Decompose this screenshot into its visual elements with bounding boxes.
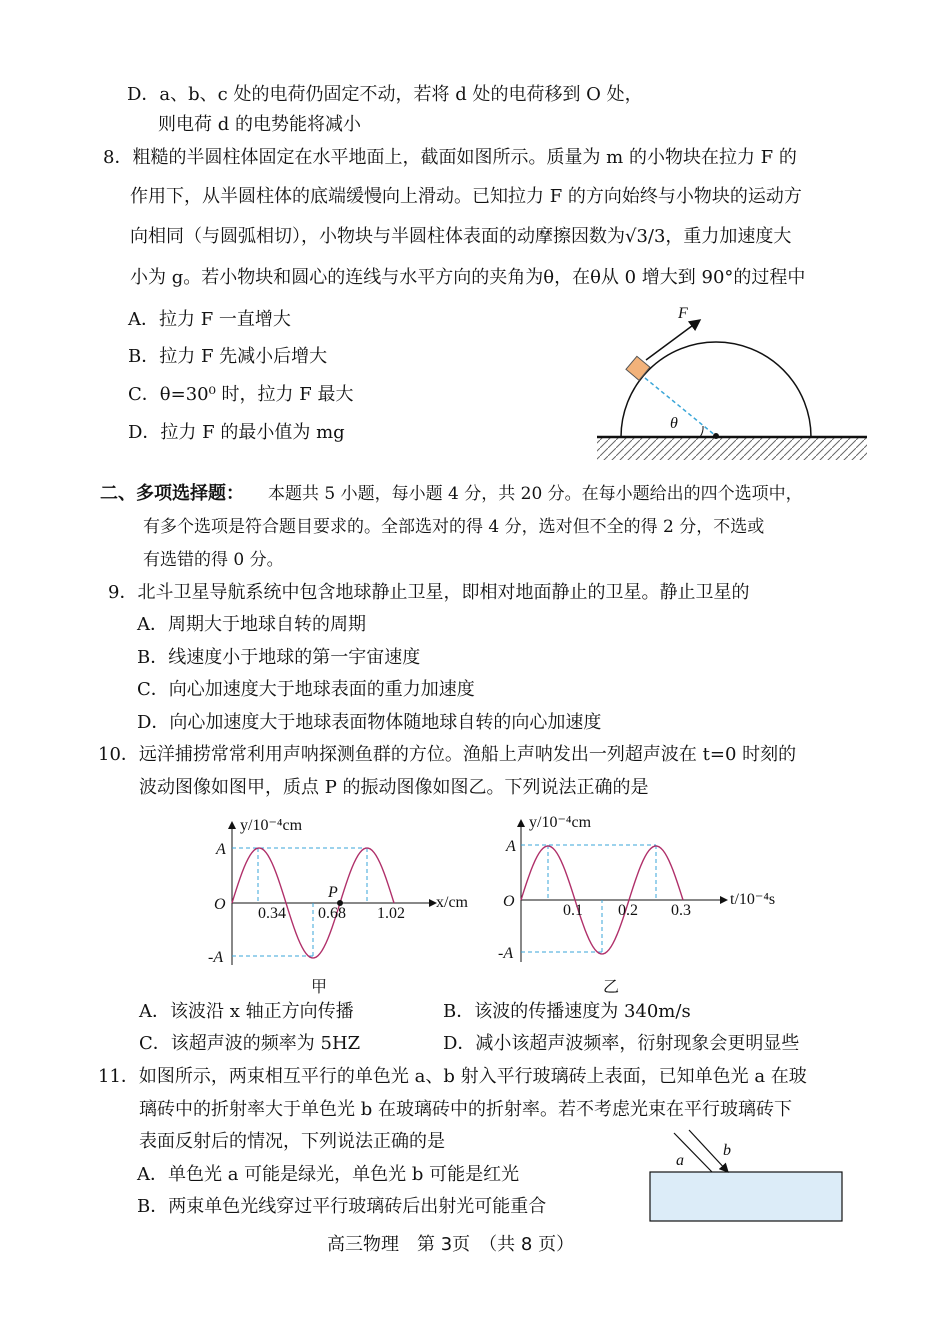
q8-option-d: D．拉力 F 的最小值为 mg	[128, 422, 345, 443]
x-label: x/cm	[436, 894, 468, 911]
q7-option-d-cont: 则电荷 d 的电势能将减小	[158, 114, 361, 135]
q7-option-d: D．a、b、c 处的电荷仍固定不动，若将 d 处的电荷移到 O 处，	[127, 84, 643, 105]
force-label: F	[678, 305, 688, 322]
q8-stem: 小为 g。若小物块和圆心的连线与水平方向的夹角为θ，在θ从 0 增大到 90°的过程中	[130, 267, 806, 288]
origin-label: O	[214, 896, 226, 913]
neg-amp-label: -A	[208, 949, 224, 966]
tick: 1.02	[377, 905, 405, 922]
page-footer: 高三物理 第 3页 （共 8 页）	[327, 1234, 575, 1255]
glass-slab	[650, 1172, 842, 1221]
q10-stem: 10．远洋捕捞常常利用声呐探测鱼群的方位。渔船上声呐发出一列超声波在 t=0 时刻的	[98, 744, 797, 765]
neg-amp-label: -A	[498, 945, 514, 962]
tick: 0.68	[318, 905, 346, 922]
tick: 0.1	[563, 902, 583, 919]
q10-option-c: C．该超声波的频率为 5HZ	[139, 1033, 361, 1054]
vibration-graph-yi	[498, 814, 775, 996]
q10-option-b: B．该波的传播速度为 340m/s	[443, 1001, 691, 1022]
section-instructions: 本题共 5 小题，每小题 4 分，共 20 分。在每小题给出的四个选项中，	[268, 484, 803, 504]
angle-label: θ	[670, 415, 678, 432]
q9-option-a: A．周期大于地球自转的周期	[137, 614, 366, 635]
x-label: t/10⁻⁴s	[730, 891, 776, 908]
q8-stem: 向相同（与圆弧相切），小物块与半圆柱体表面的动摩擦因数为√3/3，重力加速度大	[130, 226, 792, 247]
q8-stem: 8．粗糙的半圆柱体固定在水平地面上，截面如图所示。质量为 m 的小物块在拉力 F 的	[103, 147, 797, 168]
section-instructions: 有选错的得 0 分。	[143, 550, 284, 570]
angle-arc	[700, 426, 703, 437]
ground-hatch	[597, 438, 867, 460]
q10-option-a: A．该波沿 x 轴正方向传播	[139, 1001, 354, 1022]
q11-option-a: A．单色光 a 可能是绿光，单色光 b 可能是红光	[137, 1164, 520, 1185]
q8-option-c: C．θ=30⁰ 时，拉力 F 最大	[128, 384, 354, 405]
q11-stem: 璃砖中的折射率大于单色光 b 在玻璃砖中的折射率。若不考虑光束在平行玻璃砖下	[139, 1099, 792, 1120]
wave-graph-jia	[208, 817, 469, 996]
q9-option-c: C．向心加速度大于地球表面的重力加速度	[137, 679, 475, 700]
ray-a-label: a	[676, 1152, 684, 1169]
amp-label: A	[216, 841, 226, 858]
q9-stem: 9．北斗卫星导航系统中包含地球静止卫星，即相对地面静止的卫星。静止卫星的	[108, 582, 750, 603]
q11-option-b: B．两束单色光线穿过平行玻璃砖后出射光可能重合	[137, 1196, 547, 1217]
amp-label: A	[506, 838, 516, 855]
q10-stem: 波动图像如图甲，质点 P 的振动图像如图乙。下列说法正确的是	[139, 777, 649, 798]
glass-slab-figure	[650, 1130, 842, 1221]
caption: 乙	[603, 979, 620, 996]
semicircle	[621, 342, 811, 437]
tick: 0.3	[671, 902, 691, 919]
y-label: y/10⁻⁴cm	[529, 814, 592, 831]
q11-stem: 11．如图所示，两束相互平行的单色光 a、b 射入平行玻璃砖上表面，已知单色光 a 在玻	[98, 1066, 807, 1087]
q8-option-a: A．拉力 F 一直增大	[128, 309, 291, 330]
q10-option-d: D．减小该超声波频率，衍射现象会更明显些	[443, 1033, 800, 1054]
half-cylinder-figure	[597, 305, 867, 460]
p-label: P	[328, 884, 338, 901]
q8-stem: 作用下，从半圆柱体的底端缓慢向上滑动。已知拉力 F 的方向始终与小物块的运动方	[130, 186, 802, 207]
radius-dashed	[645, 378, 716, 436]
section-title: 二、多项选择题：	[100, 483, 244, 504]
ray-b-label: b	[723, 1142, 731, 1159]
q11-stem: 表面反射后的情况，下列说法正确的是	[139, 1131, 445, 1152]
tick: 0.2	[618, 902, 638, 919]
center-point	[713, 433, 719, 439]
y-label: y/10⁻⁴cm	[240, 817, 303, 834]
caption: 甲	[311, 979, 328, 996]
q9-option-b: B．线速度小于地球的第一宇宙速度	[137, 647, 421, 668]
q8-option-b: B．拉力 F 先减小后增大	[128, 346, 328, 367]
tick: 0.34	[258, 905, 286, 922]
q9-option-d: D．向心加速度大于地球表面物体随地球自转的向心加速度	[137, 712, 602, 733]
force-arrow	[646, 320, 700, 360]
section-instructions: 有多个选项是符合题目要求的。全部选对的得 4 分，选对但不全的得 2 分，不选或	[143, 517, 765, 537]
origin-label: O	[503, 893, 515, 910]
